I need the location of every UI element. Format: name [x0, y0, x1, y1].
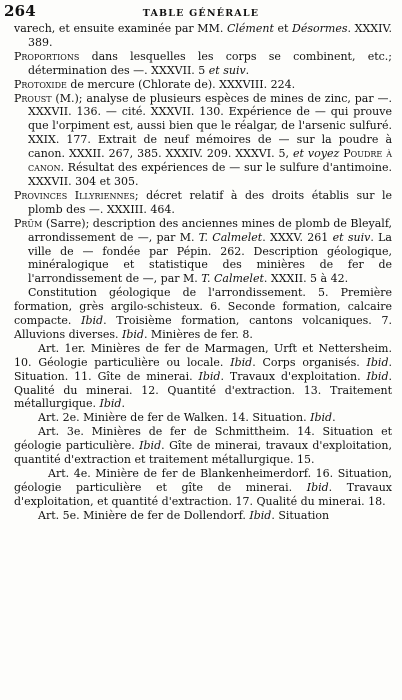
- entry-text: (M.); analyse de plusieurs espèces de mines de zinc, par —. XXXVII. 136. — cité. XXXVII. 130. Expérience de — qui prouve que l'orpiment est, aussi bien que le réalgar, de l'arsenic sulfuré. XXIX. 177. Extrait de neuf mémoires de — sur la poudre à canon. XXXII. 267, 385. XXXIV. 209. XXXVI. 5,: [28, 91, 392, 161]
- entry-text: varech, et ensuite examinée par MM.: [14, 22, 227, 35]
- index-entry: [14, 50, 392, 78]
- entry-italic-text: Ibid: [310, 411, 333, 425]
- entry-headword: Provinces Illyriennes: [14, 188, 135, 202]
- page-number: 264: [4, 2, 36, 20]
- index-entry: [14, 92, 392, 189]
- entry-headword: Proportions: [14, 49, 80, 63]
- entry-text: et: [273, 22, 293, 35]
- entry-text: Art. 2e. Minière de fer de Walken. 14. Situation.: [38, 411, 311, 425]
- running-title: TABLE GÉNÉRALE: [142, 8, 260, 19]
- entry-text: . XXXIV. 389.: [28, 22, 392, 49]
- index-entry: [14, 22, 392, 50]
- index-entry: [14, 286, 392, 342]
- entry-text: . Corps organisés.: [252, 355, 367, 369]
- entry-italic-text: Ibid: [99, 397, 122, 411]
- index-entry: [14, 78, 392, 92]
- entry-headword: Protoxide: [14, 77, 67, 91]
- entry-text: Art. 5e. Minière de fer de Dollendorf.: [38, 508, 250, 522]
- entry-text: (Sarre); description des anciennes mines de plomb de Bleyalf, arrondissement de —, par M.: [28, 216, 392, 244]
- entry-italic-text: et voyez: [293, 147, 340, 161]
- index-entry: [14, 509, 392, 523]
- entry-italic-text: Désormes: [292, 22, 348, 35]
- index-entry: [14, 189, 392, 217]
- entry-italic-text: Clément: [226, 22, 274, 35]
- entry-text: . Travaux d'exploitation.: [220, 369, 367, 383]
- entry-text: . Résultat des expériences de — sur le sulfure d'antimoine. XXXVII. 304 et 305.: [28, 161, 392, 188]
- entry-text: . XXXII. 5 à 42.: [263, 272, 349, 286]
- entry-text: . Situation: [271, 508, 330, 522]
- entry-text: .: [245, 63, 250, 77]
- entry-text: . Qualité du minerai. 12. Quantité d'extraction. 13. Traitement métallurgique.: [14, 369, 392, 411]
- entry-text: . La ville de — fondée par Pépin. 262. Description géologique, minéralogique et statistique des minières de fer de l'arrondissement de —, par M.: [28, 230, 392, 286]
- entry-italic-text: T. Calmelet: [198, 230, 263, 244]
- entry-italic-text: Ibid: [230, 355, 253, 369]
- index-entry: [14, 411, 392, 425]
- entry-text: Constitution géologique de l'arrondissement. 5. Première formation, grès argilo-schisteux. 6. Seconde formation, calcaire compacte.: [14, 286, 392, 328]
- entry-italic-text: et suiv: [332, 230, 371, 244]
- entry-italic-text: et suiv: [208, 63, 246, 77]
- index-entry: [14, 217, 392, 287]
- entry-italic-text: Ibid: [139, 439, 162, 453]
- entry-text: . Travaux d'exploitation, et quantité d'extraction. 17. Qualité du minerai. 18.: [14, 480, 392, 508]
- entry-italic-text: Ibid: [81, 314, 104, 328]
- entry-headword: Proust: [14, 91, 52, 105]
- entry-italic-text: Ibid: [306, 480, 329, 494]
- index-entry: [14, 342, 392, 412]
- entry-text: . Troisième formation, cantons volcaniques. 7. Alluvions diverses.: [14, 314, 393, 341]
- running-header: [4, 2, 392, 22]
- entry-text: . XXXV. 261: [262, 230, 333, 244]
- entry-italic-text: Ibid: [198, 369, 221, 383]
- entry-text: ; décret relatif à des droits établis sur le plomb des —. XXXIII. 464.: [28, 188, 392, 216]
- entry-headword: Poudre à canon: [28, 147, 392, 175]
- entry-italic-text: T. Calmelet: [201, 272, 264, 286]
- index-entry: [14, 425, 392, 467]
- entry-text: Art. 1er. Minières de fer de Marmagen, Urft et Nettersheim. 10. Géologie particulière ou locale.: [14, 341, 392, 369]
- entry-text: . Situation. 11. Gîte de minerai.: [14, 355, 392, 383]
- entry-text: de mercure (Chlorate de). XXXVIII. 224.: [66, 77, 296, 91]
- entry-italic-text: Ibid: [249, 508, 272, 522]
- entry-text: Art. 4e. Minière de fer de Blankenheimerdorf. 16. Situation, géologie particulière et gîte de minerai.: [14, 467, 392, 494]
- entry-italic-text: Ibid: [366, 355, 389, 369]
- entry-text: . Minières de fer. 8.: [143, 327, 253, 341]
- entry-headword: Prüm: [14, 216, 43, 230]
- entry-italic-text: Ibid: [121, 327, 144, 341]
- index-body: [14, 22, 392, 523]
- index-entry: [14, 467, 392, 509]
- entry-text: dans lesquelles les corps se combinent, etc.; détermination des —. XXXVII. 5: [28, 49, 392, 77]
- entry-text: .: [121, 397, 125, 411]
- entry-text: .: [332, 411, 336, 425]
- entry-italic-text: Ibid: [366, 369, 389, 383]
- entry-text: Art. 3e. Minières de fer de Schmittheim. 14. Situation et géologie particulière.: [14, 425, 392, 453]
- entry-text: . Gîte de minerai, travaux d'exploitation, quantité d'extraction et traitement métallurgique. 15.: [14, 439, 392, 467]
